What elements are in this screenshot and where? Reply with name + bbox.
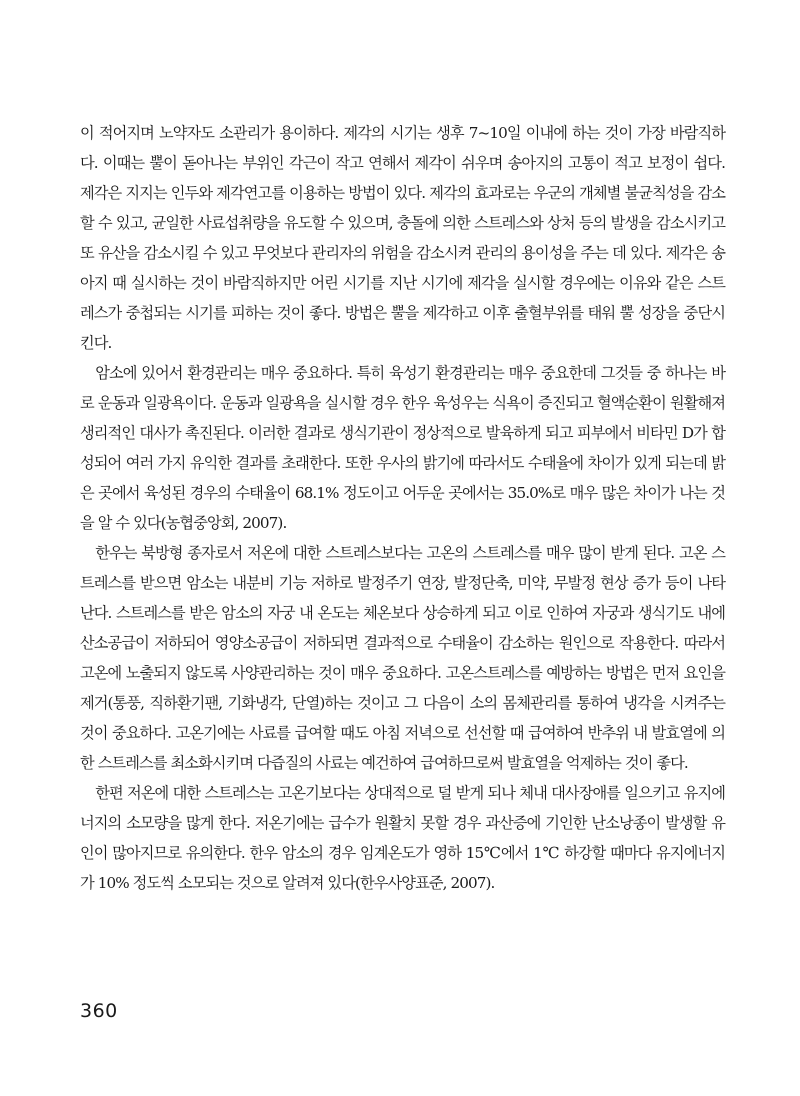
paragraph-dehorning: 이 적어지며 노약자도 소관리가 용이하다. 제각의 시기는 생후 7~10일 이내에 하는 것이 가장 바람직하다. 이때는 뿔이 돋아나는 부위인 각근이 작고 연해서 제각이 쉬우며 송아지의 고통이 적고 보정이 쉽다. 제각은 지지는 인두와 제각연고를 이용하는 방법이 있다. 제각의 효과로는 우군의 개체별 불균칙성을 감소할 수 있고, 균일한 사료섭취량을 유도할 수 있으며, 충돌에 의한 스트레스와 상처 등의 발생을 감소시키고 또 유산을 감소시킬 수 있고 무엇보다 관리자의 위험을 감소시켜 관리의 용이성을 주는 데 있다. 제각은 송아지 때 실시하는 것이 바람직하지만 어린 시기를 지난 시기에 제각을 실시할 경우에는 이유와 같은 스트레스가 중첩되는 시기를 피하는 것이 좋다. 방법은 뿔을 제각하고 이후 출혈부위를 태워 뿔 성장을 중단시킨다.	[80, 124, 725, 352]
paragraph-cold-stress: 한편 저온에 대한 스트레스는 고온기보다는 상대적으로 덜 받게 되나 체내 대사장애를 일으키고 유지에너지의 소모량을 많게 한다. 저온기에는 급수가 원활치 못할 경우 과산증에 기인한 난소낭종이 발생할 유인이 많아지므로 유의한다. 한우 암소의 경우 임계온도가 영하 15℃에서 1℃ 하강할 때마다 유지에너지가 10% 정도씩 소모되는 것으로 알려져 있다(한우사양표준, 2007).	[80, 784, 725, 892]
paragraph-heat-stress: 한우는 북방형 종자로서 저온에 대한 스트레스보다는 고온의 스트레스를 매우 많이 받게 된다. 고온 스트레스를 받으면 암소는 내분비 기능 저하로 발정주기 연장, 발정단축, 미약, 무발정 현상 증가 등이 나타난다. 스트레스를 받은 암소의 자궁 내 온도는 체온보다 상승하게 되고 이로 인하여 자궁과 생식기도 내에 산소공급이 저하되어 영양소공급이 저하되면 결과적으로 수태율이 감소하는 원인으로 작용한다. 따라서 고온에 노출되지 않도록 사양관리하는 것이 매우 중요하다. 고온스트레스를 예방하는 방법은 먼저 요인을 제거(통풍, 직하환기팬, 기화냉각, 단열)하는 것이고 그 다음이 소의 몸체관리를 통하여 냉각을 시켜주는 것이 중요하다. 고온기에는 사료를 급여할 때도 아침 저녁으로 선선할 때 급여하여 반추위 내 발효열에 의한 스트레스를 최소화시키며 다즙질의 사료는 예건하여 급여하므로써 발효열을 억제하는 것이 좋다.	[80, 544, 725, 772]
page-body	[80, 118, 725, 898]
paragraph-environment-management: 암소에 있어서 환경관리는 매우 중요하다. 특히 육성기 환경관리는 매우 중요한데 그것들 중 하나는 바로 운동과 일광욕이다. 운동과 일광욕을 실시할 경우 한우 육성우는 식욕이 증진되고 혈액순환이 원활해져 생리적인 대사가 촉진된다. 이러한 결과로 생식기관이 정상적으로 발육하게 되고 피부에서 비타민 D가 합성되어 여러 가지 유익한 결과를 초래한다. 또한 우사의 밝기에 따라서도 수태율에 차이가 있게 되는데 밝은 곳에서 육성된 경우의 수태율이 68.1% 정도이고 어두운 곳에서는 35.0%로 매우 많은 차이가 나는 것을 알 수 있다(농협중앙회, 2007).	[80, 364, 725, 532]
page-number: 360	[80, 1000, 118, 1022]
